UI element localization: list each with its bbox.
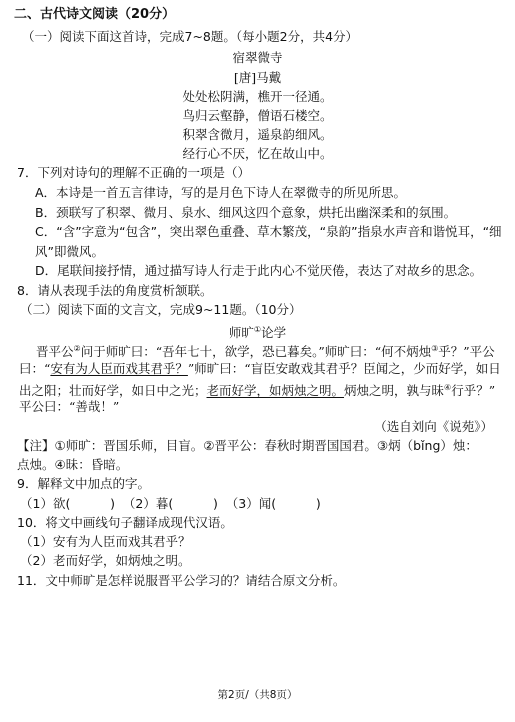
essay-text: ”师旷曰：“盲臣安敢戏其君乎？臣闻之，少而好学，如日 (187, 361, 501, 376)
essay-title (0, 322, 515, 341)
essay-title-main: 师旷 (228, 325, 254, 341)
essay-title-footnote: ① (253, 325, 262, 334)
poem-line-3: 积翠含微月，遥泉韵细风。 (182, 127, 333, 142)
question-7-option-a: A．本诗是一首五言律诗，写的是月色下诗人在翠微寺的所见所思。 (35, 185, 407, 200)
essay-title-tail: 论学 (261, 325, 287, 341)
question-7-stem: 7．下列对诗句的理解不正确的一项是（） (17, 165, 250, 180)
essay-line-4: 平公曰：“善哉！” (19, 399, 120, 414)
essay-text: 晋平公 (36, 344, 74, 360)
question-7-option-c: C．“含”字意为“包含”，突出翠色重叠、草木繁茂，“泉韵”指泉水声音和谐悦耳，“细 (35, 224, 502, 239)
question-10: 10．将文中画线句子翻译成现代汉语。 (17, 515, 233, 530)
footnote-mark: ② (73, 344, 81, 353)
source-citation: （选自刘向《说苑》） (374, 419, 493, 434)
poem-line-2: 鸟归云壑静，僧语石楼空。 (182, 108, 333, 123)
essay-text: 行乎？” (451, 383, 496, 399)
section-title: 二、古代诗文阅读（20分） (14, 7, 176, 22)
essay-line-1 (36, 341, 495, 360)
question-9-items: （1）欲( ) （2）暮( ) （3）闻( ) (20, 496, 321, 511)
essay-text: 问于师旷曰：“吾年七十，欲学，恐已暮矣。”师旷曰：“何不炳烛 (80, 344, 432, 360)
underlined-sentence: 老而好学，如炳烛之明。 (206, 383, 345, 399)
essay-line-3 (19, 380, 495, 399)
question-10-item-2: （2）老而好学，如炳烛之明。 (20, 553, 191, 568)
footnote-mark: ④ (444, 383, 452, 392)
question-10-item-1: （1）安有为人臣而戏其君乎？ (20, 534, 191, 549)
question-7-option-d: D．尾联间接抒情，通过描写诗人行走于此内心不觉厌倦，表达了对故乡的思念。 (35, 263, 483, 278)
annotation-line-1: 【注】①师旷：晋国乐师，目盲。②晋平公：春秋时期晋国国君。③炳（bǐng）烛： (17, 438, 478, 453)
annotation-line-2: 点烛。④昧：昏暗。 (17, 457, 129, 472)
part1-intro: （一）阅读下面这首诗，完成7~8题。（每小题2分，共4分） (22, 29, 359, 44)
poem-line-1: 处处松阴满，樵开一径通。 (182, 89, 333, 104)
question-7-option-b: B．颈联写了积翠、微月、泉水、细风这四个意象，烘托出幽深柔和的氛围。 (35, 205, 457, 220)
question-11: 11．文中师旷是怎样说服晋平公学习的？请结合原文分析。 (17, 573, 346, 588)
essay-text: 曰：“ (19, 361, 51, 376)
essay-line-2 (19, 361, 501, 377)
underlined-sentence: 安有为人臣而戏其君乎？ (50, 361, 188, 376)
poem-title: 宿翠微寺 (232, 50, 283, 65)
question-7-option-c-cont: 风”即微风。 (35, 244, 104, 259)
poem-author: [唐]马戴 (233, 70, 282, 85)
question-9: 9．解释文中加点的字。 (17, 476, 150, 491)
essay-text: 出之阳；壮而好学，如日中之光； (19, 383, 207, 399)
essay-text: 炳烛之明，孰与昧 (344, 383, 445, 399)
essay-text: 乎？”平公 (438, 344, 495, 360)
footnote-mark: ③ (431, 344, 439, 353)
poem-line-4: 经行心不厌，忆在故山中。 (182, 146, 333, 161)
part2-intro: （二）阅读下面的文言文，完成9~11题。（10分） (20, 302, 302, 317)
question-8: 8．请从表现手法的角度赏析颔联。 (17, 283, 213, 298)
page-footer: 第2页/（共8页） (217, 689, 298, 701)
